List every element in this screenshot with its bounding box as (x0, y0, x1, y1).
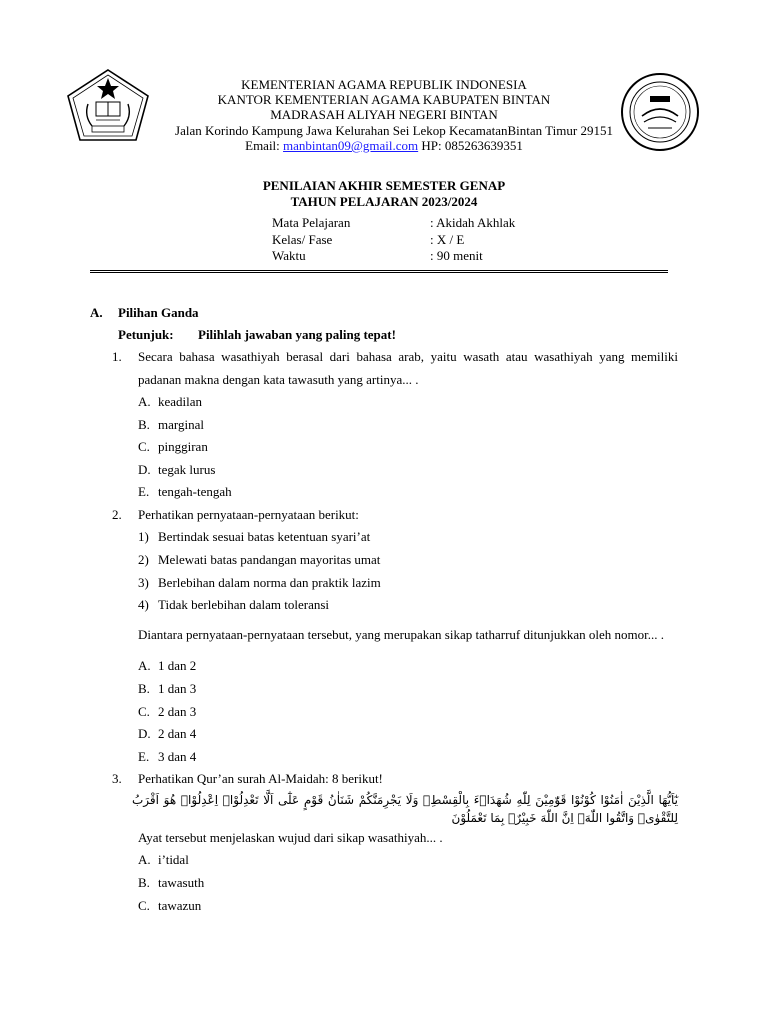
statement-number: 4) (138, 597, 149, 613)
office-name: KANTOR KEMENTERIAN AGAMA KABUPATEN BINTAN (217, 92, 551, 108)
option-letter: B. (138, 874, 150, 890)
option-text: 1 dan 3 (158, 680, 197, 696)
answer-option (138, 678, 678, 701)
option-letter: D. (138, 461, 151, 477)
exam-title-line2: TAHUN PELAJARAN 2023/2024 (290, 194, 478, 209)
answer-option (138, 746, 678, 769)
option-letter: C. (138, 897, 150, 913)
option-letter: E. (138, 748, 150, 764)
question-prompt: Diantara pernyataan-pernyataan tersebut, yang merupakan sikap tatharruf ditunjukkan oleh nomor... . (138, 626, 664, 642)
answer-option (138, 701, 678, 724)
option-text: tengah-tengah (158, 484, 232, 500)
answer-option (138, 723, 678, 746)
statement-text: Tidak berlebihan dalam toleransi (158, 597, 330, 613)
answer-option (138, 655, 678, 678)
statement-text: Berlebihan dalam norma dan praktik lazim (158, 574, 381, 590)
instruction (118, 324, 678, 346)
school-address: Jalan Korindo Kampung Jawa Kelurahan Sei Lekop KecamatanBintan Timur 29151 (175, 122, 613, 138)
statement-item (138, 549, 678, 572)
question-3 (90, 768, 678, 791)
statement-text: Bertindak sesuai batas ketentuan syari’at (158, 529, 371, 545)
quran-verse: يٰٓاَيُّهَا الَّذِيْنَ اٰمَنُوْا كُوْنُوْا قَوّٰمِيْنَ لِلّٰهِ شُهَدَاۤءَ بِالْقِسْطِۖ وَلَا يَجْرِمَنَّكُمْ شَنَاٰنُ قَوْمٍ عَلٰٓى اَلَّا تَعْدِلُوْاۗ اِعْدِلُوْاۗ هُوَ اَقْرَبُ لِلتَّقْوٰىۖ وَاتَّقُوا اللّٰهَۗ اِنَّ اللّٰهَ خَبِيْرٌۢ بِمَا تَعْمَلُوْنَ (132, 792, 678, 825)
question-text: Perhatikan Qur’an surah Al-Maidah: 8 berikut! (138, 771, 383, 787)
info-row (272, 232, 515, 249)
letterhead (140, 77, 628, 153)
answer-option (138, 872, 678, 895)
section-heading (90, 302, 678, 324)
man-bintan-seal-icon (620, 72, 700, 152)
option-text: tegak lurus (158, 461, 216, 477)
statement-item (138, 526, 678, 549)
question-number: 1. (112, 349, 122, 364)
statement-text: Melewati batas pandangan mayoritas umat (158, 552, 381, 568)
exam-info (272, 215, 515, 265)
option-letter: E. (138, 484, 150, 500)
question-text: Perhatikan pernyataan-pernyataan berikut: (138, 506, 359, 522)
section-title: Pilihan Ganda (118, 305, 199, 320)
statement-number: 3) (138, 574, 149, 590)
info-key: Kelas/ Fase (272, 231, 333, 247)
statement-number: 1) (138, 529, 149, 545)
info-value: : 90 menit (430, 248, 483, 263)
option-text: keadilan (158, 394, 203, 409)
info-key: Mata Pelajaran (272, 215, 351, 230)
option-letter: A. (138, 658, 151, 674)
answer-option (138, 895, 678, 918)
option-letter: A. (138, 394, 151, 409)
instruction-text: Pilihlah jawaban yang paling tepat! (198, 327, 396, 342)
exam-title (0, 178, 768, 210)
option-text: marginal (158, 416, 204, 432)
option-letter: B. (138, 680, 150, 696)
info-value: : Akidah Akhlak (430, 215, 516, 230)
email-label: Email: (245, 137, 280, 153)
question-2 (90, 504, 678, 527)
exam-body (90, 302, 678, 917)
option-letter: A. (138, 852, 151, 868)
option-letter: C. (138, 439, 150, 455)
answer-option (138, 414, 678, 437)
instruction-label: Petunjuk: (118, 327, 174, 342)
info-value: : X / E (430, 231, 465, 247)
ministry-name: KEMENTERIAN AGAMA REPUBLIK INDONESIA (241, 77, 527, 92)
option-text: 1 dan 2 (158, 658, 197, 674)
statement-item (138, 594, 678, 617)
option-text: pinggiran (158, 439, 208, 455)
answer-option (138, 391, 678, 414)
option-letter: B. (138, 416, 150, 432)
section-number: A. (90, 305, 103, 320)
statement-item (138, 572, 678, 595)
answer-option (138, 459, 678, 482)
statement-number: 2) (138, 552, 149, 568)
question-1 (90, 346, 678, 391)
answer-option (138, 436, 678, 459)
info-row (272, 248, 515, 265)
exam-title-line1: PENILAIAN AKHIR SEMESTER GENAP (262, 178, 506, 193)
info-row (272, 215, 515, 232)
double-divider (90, 270, 668, 276)
question-prompt-text: Ayat tersebut menjelaskan wujud dari sikap wasathiyah... . (138, 829, 443, 845)
option-letter: C. (138, 703, 150, 719)
phone-number: HP: 085263639351 (421, 137, 523, 153)
option-text: i’tidal (158, 852, 189, 868)
option-text: 3 dan 4 (158, 748, 197, 764)
answer-option (138, 481, 678, 504)
option-text: 2 dan 4 (158, 726, 197, 742)
question-number: 2. (112, 506, 122, 522)
email-link[interactable]: manbintan09@gmail.com (283, 137, 419, 153)
answer-option (138, 849, 678, 872)
question-text: Secara bahasa wasathiyah berasal dari bahasa arab, yaitu wasath atau wasathiyah yang memiliki padanan makna dengan kata tawasuth yang artinya... . (138, 349, 678, 387)
question-prompt (90, 827, 678, 850)
option-letter: D. (138, 726, 151, 742)
contact-line (140, 138, 628, 153)
option-text: 2 dan 3 (158, 703, 197, 719)
info-key: Waktu (272, 248, 306, 263)
school-name: MADRASAH ALIYAH NEGERI BINTAN (270, 107, 498, 123)
option-text: tawasuth (158, 874, 205, 890)
question-number: 3. (112, 771, 122, 787)
option-text: tawazun (158, 897, 202, 913)
